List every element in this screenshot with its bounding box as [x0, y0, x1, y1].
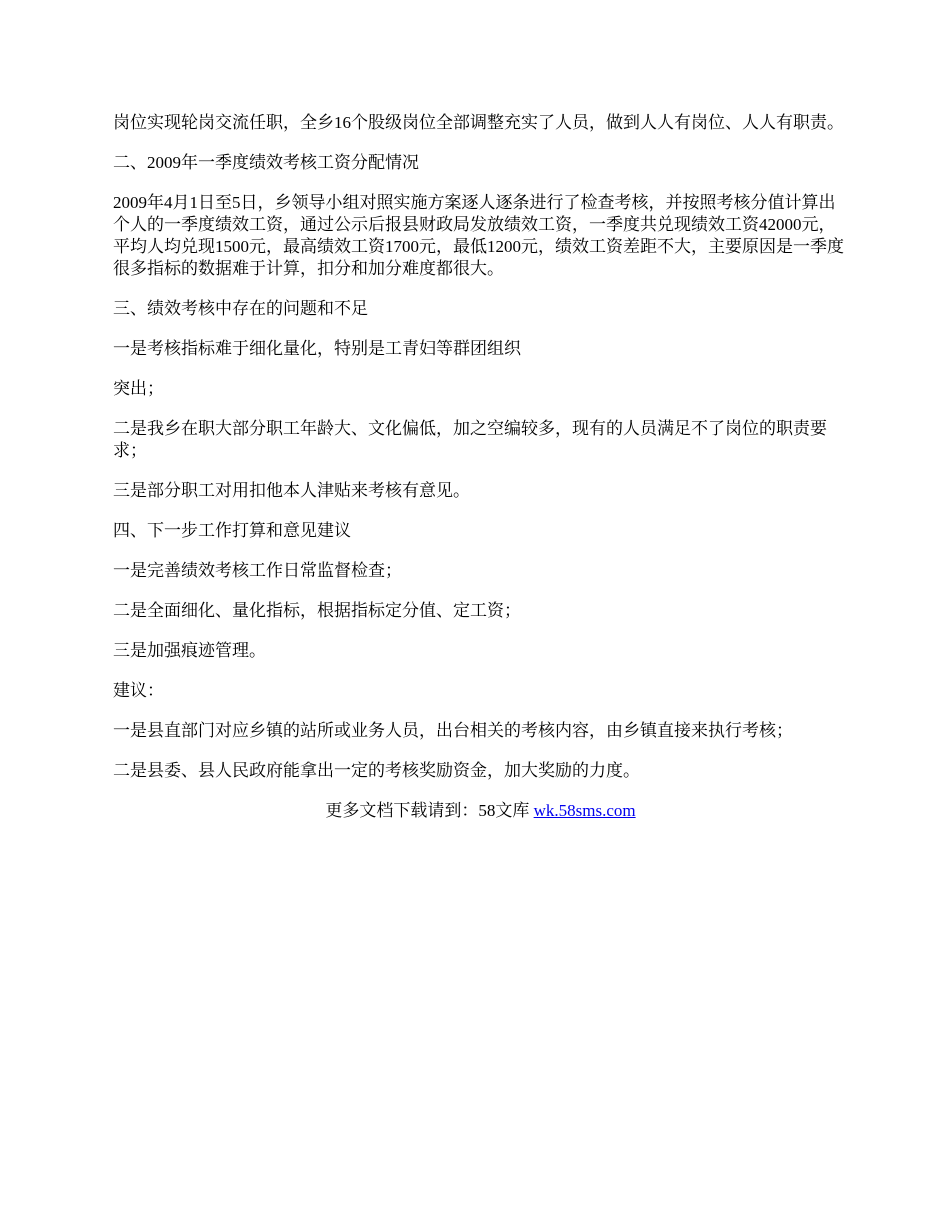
- section-heading-2: 二、2009年一季度绩效考核工资分配情况: [113, 153, 419, 172]
- document-body: [113, 112, 848, 822]
- paragraph-plan-2: 二是全面细化、量化指标，根据指标定分值、定工资；: [113, 601, 521, 620]
- paragraph-salary-distribution: 2009年4月1日至5日，乡领导小组对照实施方案逐人逐条进行了检查考核，并按照考核分值计算出个人的一季度绩效工资，通过公示后报县财政局发放绩效工资，一季度共兑现绩效工资42000元，平均人均兑现1500元，最高绩效工资1700元，最低1200元，绩效工资差距不大，主要原因是一季度很多指标的数据难于计算，扣分和加分难度都很大。: [113, 193, 844, 278]
- paragraph-suggestion-2: 二是县委、县人民政府能拿出一定的考核奖励资金，加大奖励的力度。: [113, 761, 640, 780]
- paragraph-problem-3: 三是部分职工对用扣他本人津贴来考核有意见。: [113, 481, 470, 500]
- paragraph-plan-1: 一是完善绩效考核工作日常监督检查；: [113, 561, 402, 580]
- section-heading-4: 四、下一步工作打算和意见建议: [113, 521, 351, 540]
- footer-link[interactable]: wk.58sms.com: [533, 801, 636, 820]
- paragraph-suggestions-label: 建议：: [113, 681, 164, 700]
- paragraph-problem-1-cont: 突出；: [113, 379, 164, 398]
- footer-text: 更多文档下载请到：58文库: [325, 801, 534, 820]
- paragraph-problem-2: 二是我乡在职大部分职工年龄大、文化偏低，加之空编较多，现有的人员满足不了岗位的职责要求；: [113, 419, 827, 460]
- section-heading-3: 三、绩效考核中存在的问题和不足: [113, 299, 368, 318]
- paragraph-suggestion-1: 一是县直部门对应乡镇的站所或业务人员，出台相关的考核内容，由乡镇直接来执行考核；: [113, 721, 793, 740]
- paragraph-job-rotation: 岗位实现轮岗交流任职，全乡16个股级岗位全部调整充实了人员，做到人人有岗位、人人有职责。: [113, 113, 844, 132]
- download-footer: [113, 800, 848, 822]
- paragraph-problem-1: 一是考核指标难于细化量化，特别是工青妇等群团组织: [113, 339, 521, 358]
- paragraph-plan-3: 三是加强痕迹管理。: [113, 641, 266, 660]
